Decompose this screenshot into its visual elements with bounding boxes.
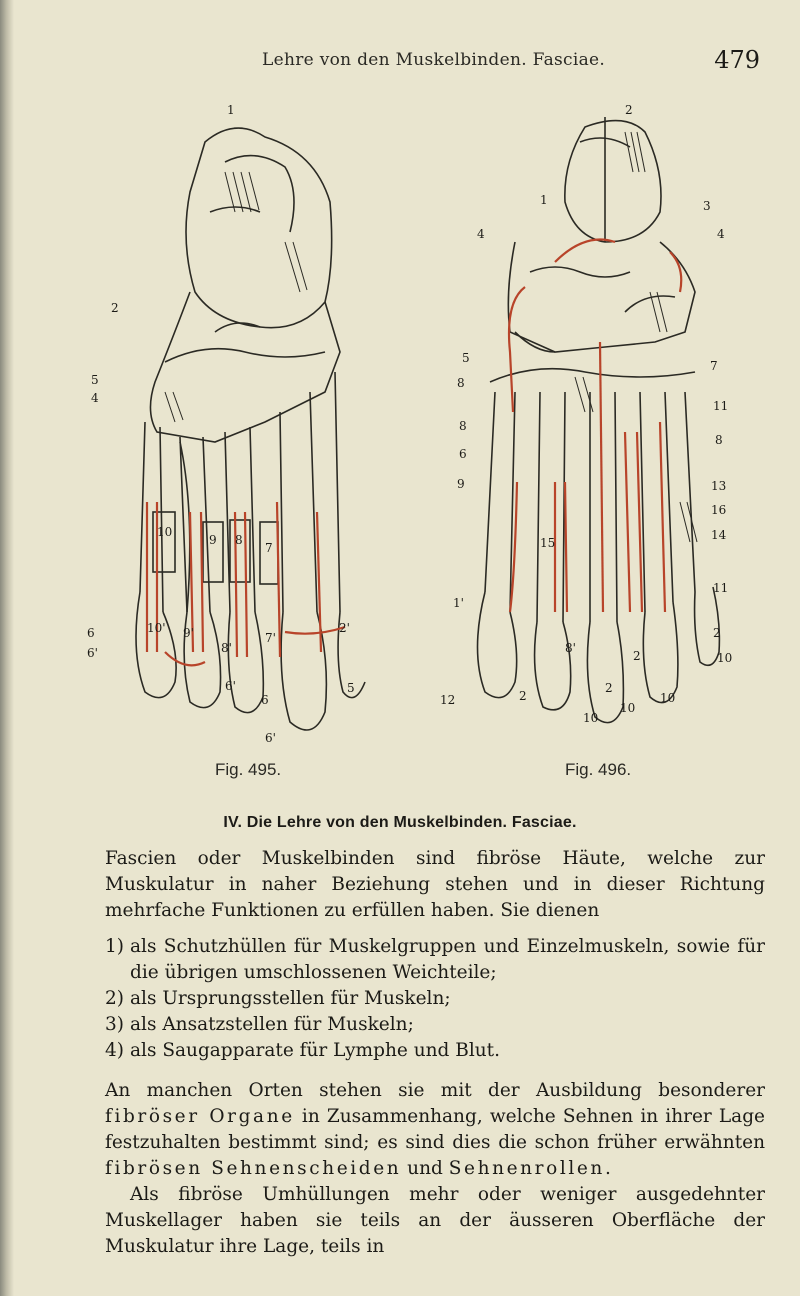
fig496-label-6: 6 [459,447,467,461]
figure-495-caption: Fig. 495. [215,760,282,779]
fig496-label-3: 3 [703,199,711,213]
para2-text-c: in Zusammenhang, welche Sehnen in ihrer Lage festzuhalten bestimmt sind; es sind dies die schon früher erwähnten [105,1106,765,1153]
list-item-number: 1) [105,936,124,957]
fig495-label-10: 10 [157,525,173,539]
running-head [250,46,760,76]
list-item-number: 2) [105,988,124,1009]
fig496-label-16: 16 [711,503,727,517]
section-heading: IV. Die Lehre von den Muskelbinden. Fasciae. [223,814,577,831]
fig496-label-8c: 8 [715,433,723,447]
figure-plate [85,92,745,792]
fig496-label-10b: 10 [583,711,599,725]
fig496-label-8p: 8' [565,641,576,655]
fig496-label-10d: 10 [660,691,676,705]
fig496-label-1p: 1' [453,596,464,610]
list-item-text: als Ansatzstellen für Muskeln; [130,1014,414,1035]
figure-drawings [85,92,745,792]
fig496-label-10c: 10 [620,701,636,715]
function-list [105,934,765,1064]
term-tendon-sheaths: fibrösen Sehnenscheiden [105,1158,402,1179]
fig496-label-7: 7 [710,359,718,373]
page-edge-shadow [0,0,14,1296]
list-item [105,1038,765,1064]
fig496-label-2d: 2 [633,649,641,663]
fig496-label-4a: 4 [477,227,485,241]
fig495-label-10p: 10' [147,621,166,635]
fig496-label-10a: 10 [717,651,733,665]
list-item-number: 3) [105,1014,124,1035]
fig495-label-2p: 2' [339,621,350,635]
fig495-label-1: 1 [227,103,235,117]
fig495-label-6pc: 6' [225,679,236,693]
list-item [105,1012,765,1038]
fig495-label-6pb: 6' [265,731,276,745]
intro-paragraph: Fascien oder Muskelbinden sind fibröse Häute, welche zur Muskulatur in naher Beziehung stehen und in dieser Richtung mehrfache Funktionen zu erfüllen haben. Sie dienen [105,848,765,921]
term-fibrous-organs: fibröser Organe [105,1106,295,1127]
fig495-label-7p: 7' [265,631,276,645]
fig496-label-2b: 2 [519,689,527,703]
fig495-label-8: 8 [235,533,243,547]
fig496-label-4b: 4 [717,227,725,241]
para2-text-e: und [407,1158,443,1179]
fig495-label-2: 2 [111,301,119,315]
fig495-label-5: 5 [91,373,99,387]
fig495-label-5b: 5 [347,681,355,695]
fig-496-drawing [478,117,720,723]
para2-text-a: An manchen Orten stehen sie mit der Ausbildung besonderer [105,1080,765,1101]
fig496-label-8a: 8 [457,376,465,390]
fig-496-labels [440,103,732,725]
fig496-label-5: 5 [462,351,470,365]
fig495-label-6p: 6' [87,646,98,660]
fig496-label-14: 14 [711,528,727,542]
running-title: Lehre von den Muskelbinden. Fasciae. [262,50,606,70]
fig495-label-4: 4 [91,391,99,405]
paragraph-fibrous-envelopes: Als fibröse Umhüllungen mehr oder weniger ausgedehnter Muskellager haben sie teils an der äusseren Oberfläche der Muskulatur ihre Lage, teils in [105,1184,765,1257]
fig-495-drawing [136,128,365,730]
list-item-text: als Saugapparate für Lymphe und Blut. [130,1040,500,1061]
list-item-number: 4) [105,1040,124,1061]
fig496-label-2c: 2 [605,681,613,695]
fig496-label-11a: 11 [713,399,729,413]
fig496-label-12: 12 [440,693,456,707]
fig496-label-13: 13 [711,479,727,493]
list-item-text: als Schutzhüllen für Muskelgruppen und Einzelmuskeln, sowie für die übrigen umschlossenen Weichteile; [130,936,765,983]
fig495-label-6: 6 [87,626,95,640]
fig496-label-2a: 2 [713,626,721,640]
fig496-label-15: 15 [540,536,556,550]
figure-496-caption: Fig. 496. [565,760,632,779]
term-tendon-pulleys: Sehnenrollen. [448,1158,614,1179]
list-item-text: als Ursprungsstellen für Muskeln; [130,988,451,1009]
fig495-label-6b: 6 [261,693,269,707]
page-number: 479 [714,46,760,74]
fig496-label-9: 9 [457,477,465,491]
fig496-label-8b: 8 [459,419,467,433]
fig-495-labels [87,103,355,745]
fig495-label-8p: 8' [221,641,232,655]
fig496-label-2: 2 [625,103,633,117]
fig495-label-9: 9 [209,533,217,547]
body-text [105,846,765,1260]
fig496-label-1: 1 [540,193,548,207]
fig495-label-7: 7 [265,541,273,555]
fig495-label-9p: 9' [183,626,194,640]
list-item [105,986,765,1012]
fig496-label-11b: 11 [713,581,729,595]
list-item [105,934,765,986]
paragraph-fibrous-organs [105,1078,765,1182]
